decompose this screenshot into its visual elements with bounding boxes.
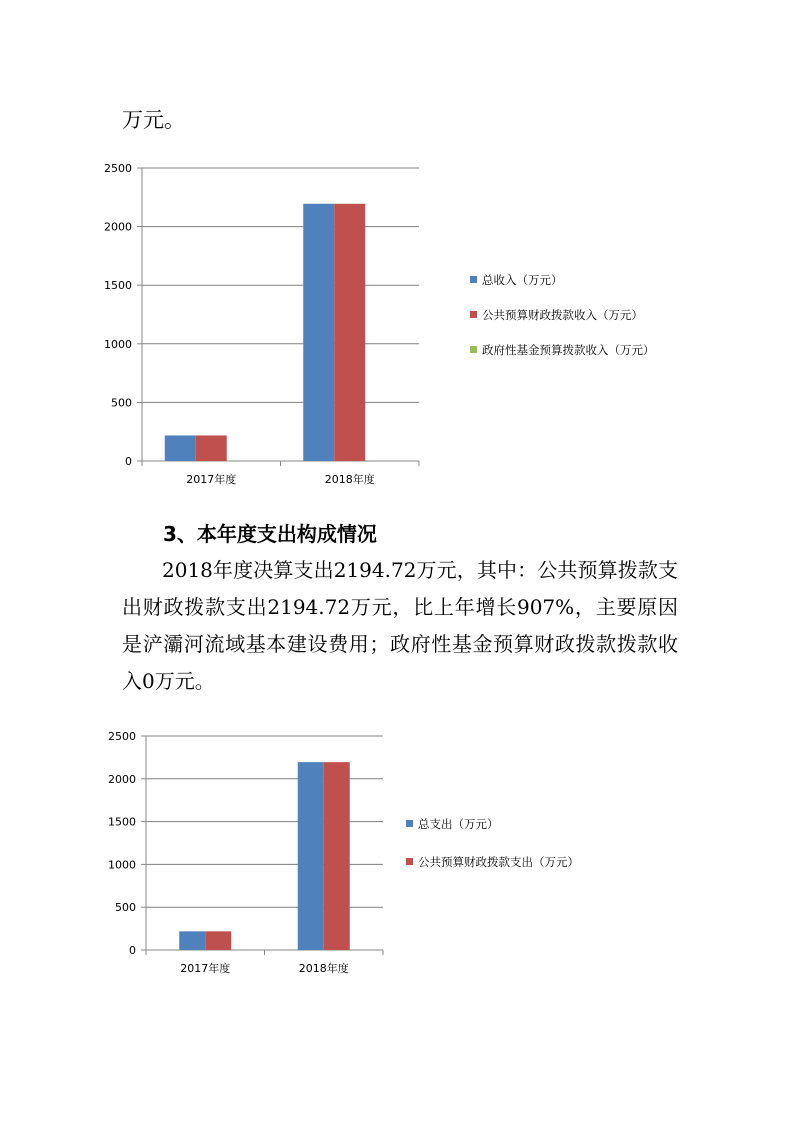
x-tick-label: 2017年度 [186,473,237,486]
bar [196,435,227,461]
continued-text-fragment: 万元。 [122,108,185,132]
y-tick-label: 2000 [108,772,136,786]
y-tick-label: 2000 [104,220,132,234]
bar [303,204,334,461]
y-tick-label: 2500 [108,730,136,743]
y-tick-label: 500 [111,396,132,410]
y-tick-label: 1500 [108,815,136,829]
y-tick-label: 1500 [104,279,132,293]
paragraph-text: 2018年度决算支出2194.72万元，其中：公共预算拨款支出财政拨款支出2194.72万元，比上年增长907%，主要原因是浐灞河流域基本建设费用；政府性基金预算财政拨款拨款收入0万元。 [122,558,678,693]
y-tick-label: 0 [129,944,136,957]
legend-swatch [406,858,413,865]
legend-label: 政府性基金预算拨款收入（万元） [482,343,655,357]
section-heading: 3、本年度支出构成情况 [163,522,377,546]
x-tick-label: 2018年度 [298,962,349,975]
bar [165,435,196,461]
income-chart-svg [80,155,700,495]
y-tick-label: 2500 [104,162,132,175]
legend-swatch [470,346,477,353]
expenditure-chart-svg [80,722,700,990]
y-tick-label: 1000 [104,337,132,351]
y-tick-label: 0 [125,455,132,468]
legend-swatch [470,311,477,318]
expenditure-paragraph [122,552,678,700]
legend-swatch [406,820,413,827]
income-chart [80,155,700,495]
x-tick-label: 2018年度 [324,473,375,486]
x-tick-label: 2017年度 [180,962,231,975]
bar [334,204,365,461]
bar [324,762,350,950]
legend-label: 公共预算财政拨款支出（万元） [418,855,579,869]
y-tick-label: 500 [115,901,136,915]
bar [179,931,205,950]
expenditure-chart [80,722,700,990]
bar [205,931,231,950]
y-tick-label: 1000 [108,858,136,872]
legend-label: 公共预算财政拨款收入（万元） [482,308,643,322]
legend-label: 总支出（万元） [418,817,499,831]
bar [298,762,324,950]
legend-swatch [470,276,477,283]
legend-label: 总收入（万元） [482,273,563,287]
